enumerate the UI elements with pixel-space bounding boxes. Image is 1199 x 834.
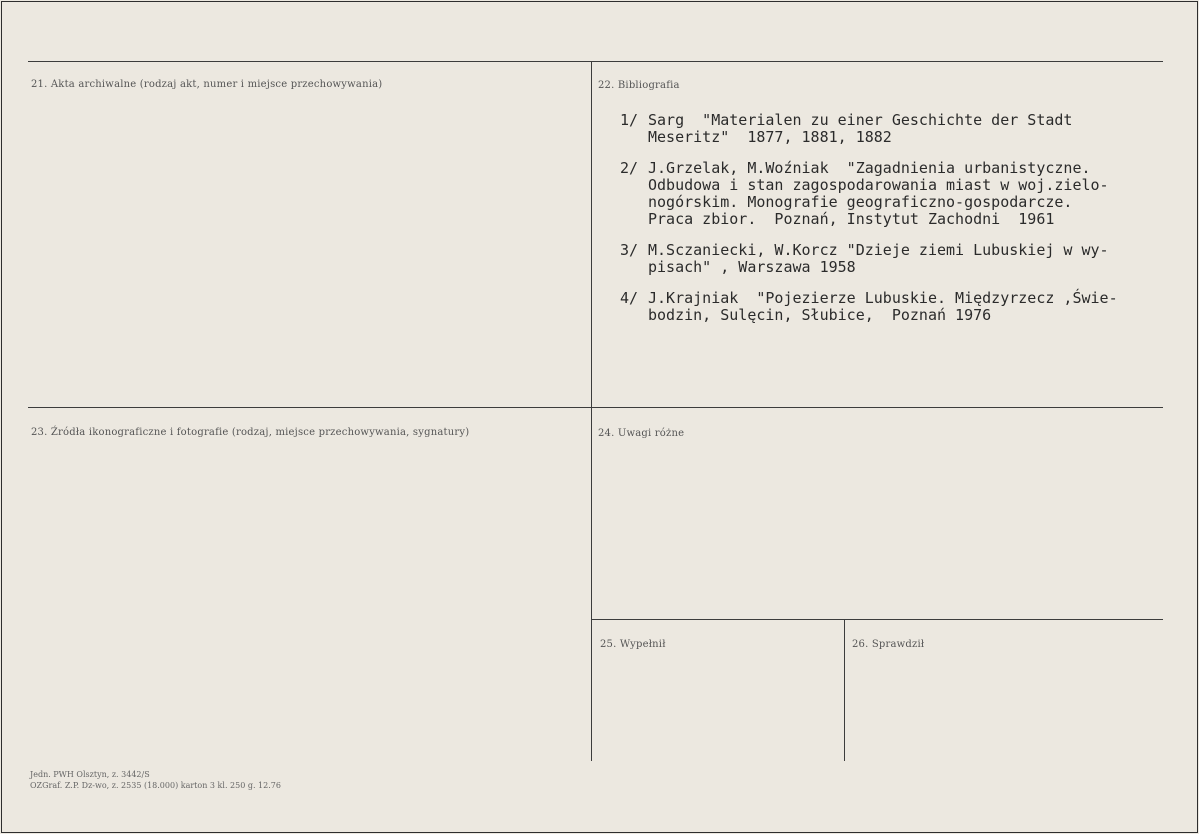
bibliography-entry: [620, 290, 1195, 324]
entry-text: Sarg "Materialen zu einer Geschichte der Stadt Meseritz" 1877, 1881, 1882: [648, 111, 1073, 146]
remarks-label: 24. Uwagi różne: [598, 428, 685, 439]
signature-divider: [844, 619, 845, 761]
middle-rule: [28, 407, 1163, 408]
filled-by-label: 25. Wypełnił: [600, 639, 666, 650]
entry-number: 2/: [620, 159, 639, 177]
checked-by-label: 26. Sprawdził: [852, 639, 925, 650]
entry-text: J.Grzelak, M.Woźniak "Zagadnienia urbanistyczne. Odbudowa i stan zagospodarowania miast w woj.zielo- nogórskim. Monografie geograficzno-gospodarcze. Praca zbior. Poznań, Instytut Zachodni 1961: [648, 159, 1109, 228]
signature-rule: [591, 619, 1163, 620]
entry-number: 1/: [620, 111, 639, 129]
bibliography-list: [620, 112, 1195, 338]
iconography-label: 23. Źródła ikonograficzne i fotografie (rodzaj, miejsce przechowywania, sygnatury): [31, 427, 470, 438]
print-info-line: OZGraf. Z.P. Dz-wo, z. 2535 (18.000) karton 3 kl. 250 g. 12.76: [30, 781, 281, 790]
print-info-line: Jedn. PWH Olsztyn, z. 3442/S: [30, 770, 150, 779]
archive-label: 21. Akta archiwalne (rodzaj akt, numer i miejsce przechowywania): [31, 79, 383, 90]
bibliography-entry: [620, 242, 1195, 276]
entry-number: 3/: [620, 241, 639, 259]
entry-text: J.Krajniak "Pojezierze Lubuskie. Międzyrzecz ,Świe- bodzin, Sulęcin, Słubice, Poznań 1976: [648, 289, 1118, 324]
bibliography-entry: [620, 160, 1195, 228]
bibliography-entry: [620, 112, 1195, 146]
top-rule: [28, 61, 1163, 62]
print-info: [30, 769, 281, 791]
center-divider: [591, 61, 592, 761]
entry-text: M.Sczaniecki, W.Korcz "Dzieje ziemi Lubuskiej w wy- pisach" , Warszawa 1958: [648, 241, 1109, 276]
bibliography-label: 22. Bibliografia: [598, 80, 680, 91]
entry-number: 4/: [620, 289, 639, 307]
